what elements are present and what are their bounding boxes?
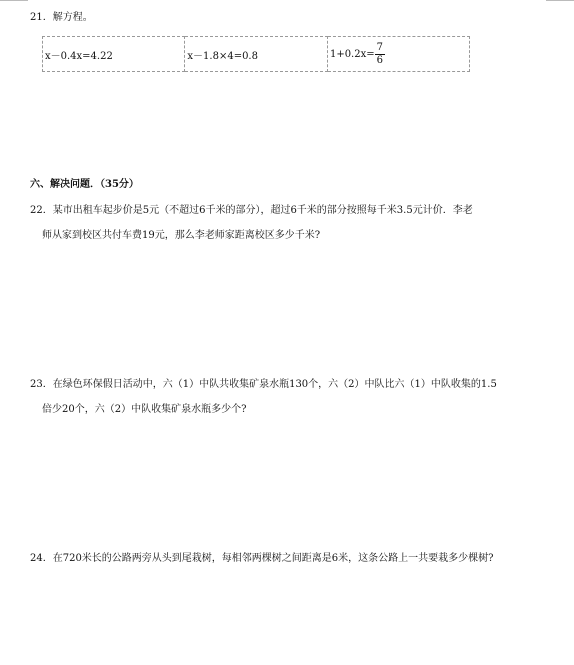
q21-title: 21．解方程。 [30, 12, 93, 23]
page-corner-mark-right [546, 0, 574, 1]
equation-cell-2 [185, 37, 328, 72]
fraction-denominator: 6 [376, 54, 383, 66]
q22-line-2: 师从家到校区共付车费19元，那么李老师家距离校区多少千米? [42, 230, 321, 241]
fraction [375, 42, 385, 67]
q24-line-1: 24．在720米长的公路两旁从头到尾栽树，每相邻两棵树之间距离是6米，这条公路上一共要栽多少棵树? [30, 553, 494, 564]
q22-line-1: 22．某市出租车起步价是5元（不超过6千米的部分），超过6千米的部分按照每千米3.5元计价．李老 [30, 205, 473, 216]
fraction-numerator: 7 [376, 41, 383, 53]
q23-line-2: 倍少20个，六（2）中队收集矿泉水瓶多少个? [42, 404, 247, 415]
page-corner-mark-left [0, 0, 28, 1]
equation-cell-1 [43, 37, 185, 72]
equation-3-lhs: 1+0.2x= [329, 48, 375, 60]
equation-1: x－0.4x=4.22 [45, 50, 113, 62]
section-6-title: 六、解决问题．（35分） [30, 179, 139, 190]
equation-cell-3 [327, 37, 469, 72]
equation-2: x－1.8×4=0.8 [187, 50, 258, 62]
equation-table [42, 36, 470, 72]
q23-line-1: 23．在绿色环保假日活动中，六（1）中队共收集矿泉水瓶130个，六（2）中队比六（1）中队收集的1.5 [30, 379, 497, 390]
